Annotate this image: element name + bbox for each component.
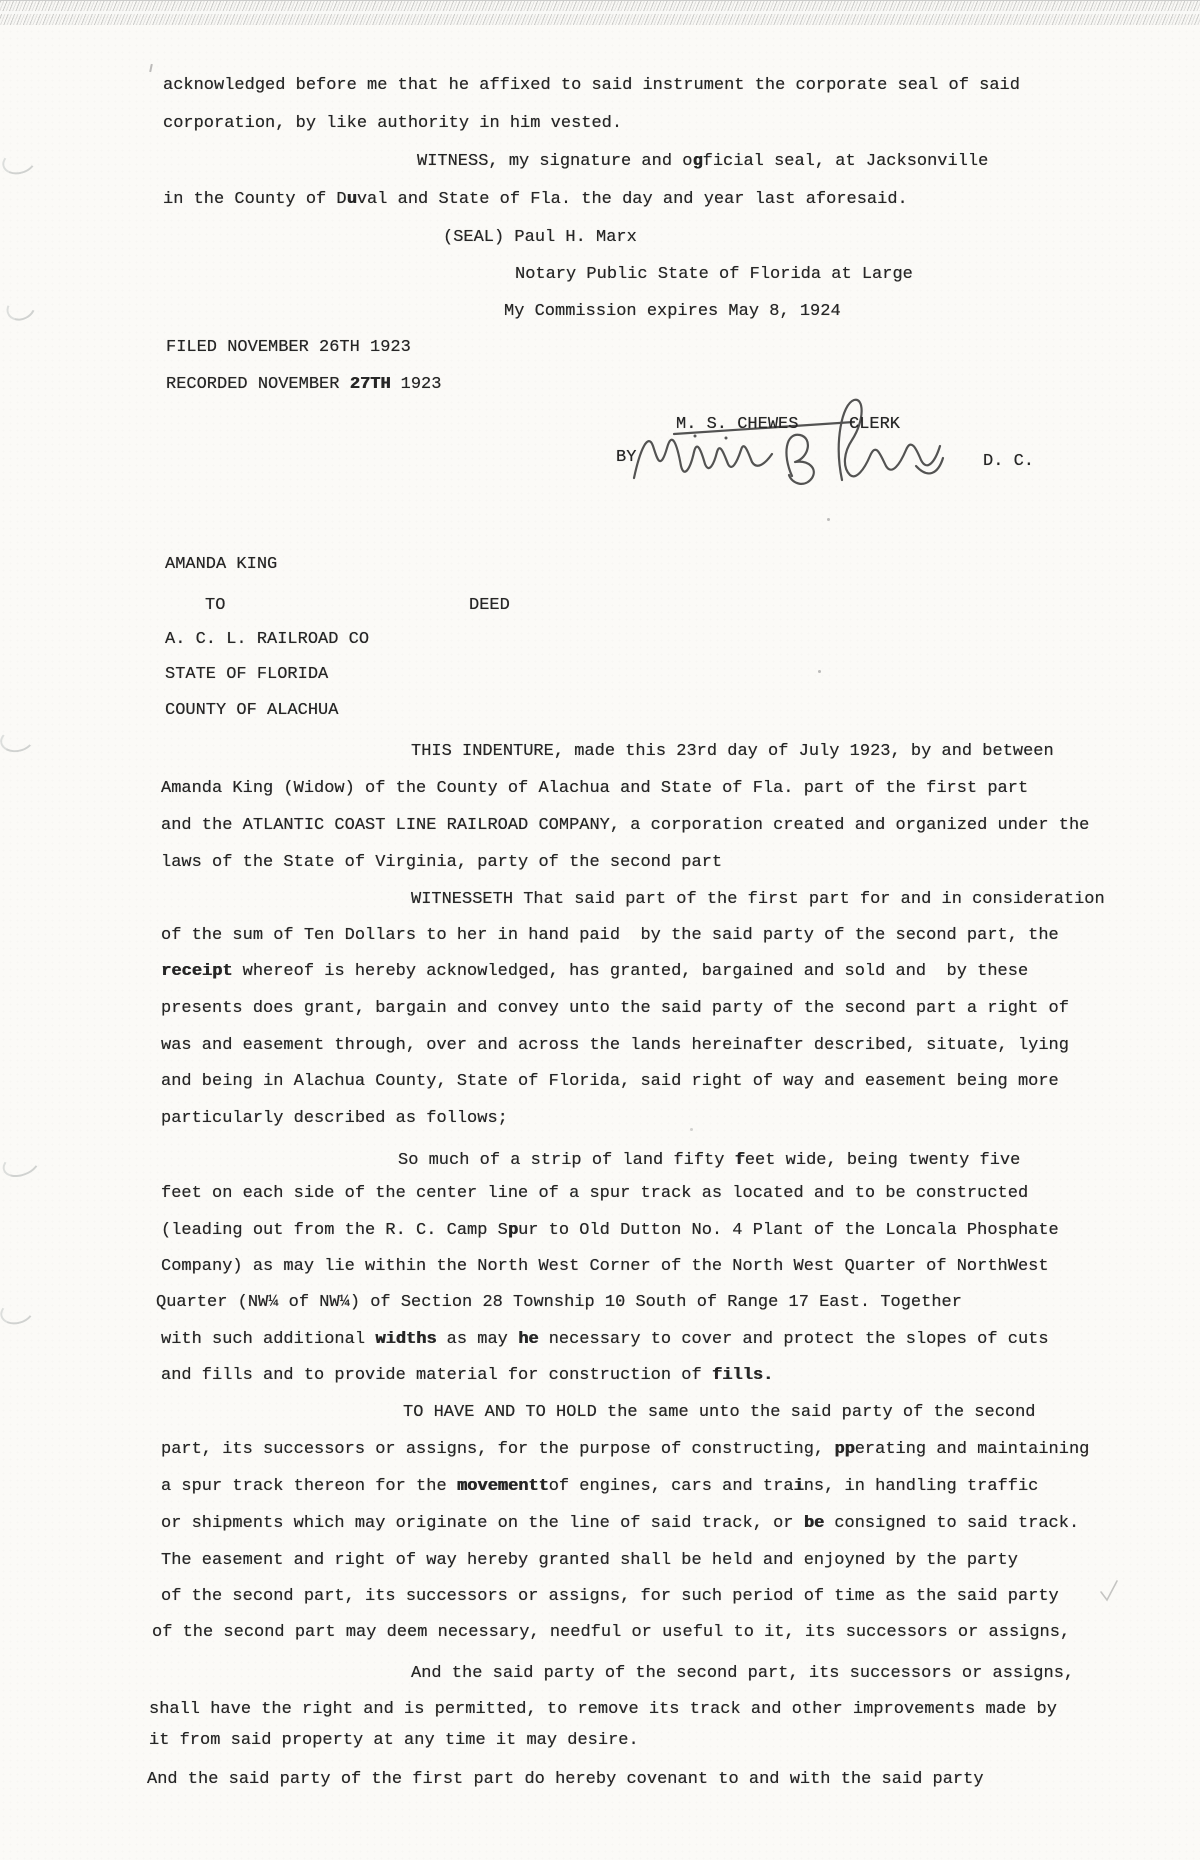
state-caption: STATE OF FLORIDA	[165, 665, 329, 684]
county-caption: COUNTY OF ALACHUA	[165, 701, 339, 720]
body-line: So much of a strip of land fifty feet wide, being twenty five	[398, 1151, 1021, 1170]
deed-type-label: DEED	[469, 596, 510, 615]
deputy-clerk-initials: D. C.	[983, 452, 1035, 471]
scan-artifact-mark	[0, 1146, 43, 1182]
witness-line-2: in the County of Duval and State of Fla. the day and year last aforesaid.	[163, 190, 908, 209]
scan-artifact-mark	[0, 1296, 37, 1328]
body-line: Quarter (NW¼ of NW¼) of Section 28 Township 10 South of Range 17 East. Together	[156, 1293, 962, 1312]
body-line: and fills and to provide material for construction of fills.	[161, 1366, 774, 1385]
body-line: (leading out from the R. C. Camp Spur to Old Dutton No. 4 Plant of the Loncala Phosphate	[161, 1221, 1059, 1240]
body-line: laws of the State of Virginia, party of the second part	[161, 853, 723, 872]
body-line: and the ATLANTIC COAST LINE RAILROAD COMPANY, a corporation created and organized under the	[161, 816, 1090, 835]
body-line: a spur track thereon for the movementtof engines, cars and trains, in handling traffic	[161, 1477, 1039, 1496]
notary-ack-line-1: acknowledged before me that he affixed to said instrument the corporate seal of said	[163, 76, 1020, 95]
body-line: part, its successors or assigns, for the purpose of constructing, pperating and maintaining	[161, 1440, 1090, 1459]
body-line: was and easement through, over and across the lands hereinafter described, situate, lying	[161, 1036, 1069, 1055]
body-line: of the sum of Ten Dollars to her in hand paid by the said party of the second part, the	[161, 926, 1059, 945]
body-line: with such additional widths as may he necessary to cover and protect the slopes of cuts	[161, 1330, 1049, 1349]
clerk-name: M. S. CHEWES	[676, 415, 799, 434]
witness-line: WITNESS, my signature and ogficial seal, at Jacksonville	[417, 152, 989, 171]
body-line: receipt whereof is hereby acknowledged, has granted, bargained and sold and by these	[161, 962, 1029, 981]
body-line: of the second part, its successors or assigns, for such period of time as the said party	[161, 1587, 1059, 1606]
handwritten-signature	[556, 382, 1076, 494]
body-line: or shipments which may originate on the line of said track, or be consigned to said track.	[161, 1514, 1080, 1533]
scan-artifact-mark	[0, 725, 36, 755]
body-line: TO HAVE AND TO HOLD the same unto the said party of the second	[403, 1403, 1036, 1422]
seal-notary-name: (SEAL) Paul H. Marx	[443, 228, 637, 247]
grantee-name: A. C. L. RAILROAD CO	[165, 630, 370, 649]
to-label: TO	[205, 596, 226, 615]
commission-expiry: My Commission expires May 8, 1924	[504, 302, 841, 321]
body-line: And the said party of the first part do hereby covenant to and with the said party	[147, 1770, 984, 1789]
stray-pen-mark	[1098, 1578, 1120, 1604]
body-line: Amanda King (Widow) of the County of Alachua and State of Fla. part of the first part	[161, 779, 1029, 798]
recorded-stamp: RECORDED NOVEMBER 27TH 1923	[166, 375, 442, 394]
notary-ack-line-2: corporation, by like authority in him vested.	[163, 114, 623, 133]
stray-ink-mark	[690, 1128, 693, 1131]
scan-artifact-mark	[2, 291, 39, 325]
by-label: BY	[616, 448, 637, 467]
body-line: particularly described as follows;	[161, 1109, 508, 1128]
body-line: and being in Alachua County, State of Florida, said right of way and easement being more	[161, 1072, 1059, 1091]
grantor-name: AMANDA KING	[165, 555, 278, 574]
stray-ink-mark	[149, 64, 153, 72]
body-line: The easement and right of way hereby granted shall be held and enjoyned by the party	[161, 1551, 1018, 1570]
body-line: Company) as may lie within the North West Corner of the North West Quarter of NorthWest	[161, 1257, 1049, 1276]
clerk-title: CLERK	[849, 415, 901, 434]
body-line: presents does grant, bargain and convey unto the said party of the second part a right of	[161, 999, 1069, 1018]
body-line: THIS INDENTURE, made this 23rd day of July 1923, by and between	[411, 742, 1054, 761]
scan-noise-band	[0, 0, 1200, 25]
body-line: And the said party of the second part, its successors or assigns,	[411, 1664, 1075, 1683]
stray-ink-mark	[827, 518, 830, 521]
body-line: WITNESSETH That said part of the first part for and in consideration	[411, 890, 1105, 909]
body-line: it from said property at any time it may desire.	[149, 1731, 639, 1750]
filed-stamp: FILED NOVEMBER 26TH 1923	[166, 338, 411, 357]
body-line: of the second part may deem necessary, needful or useful to it, its successors or assigns,	[152, 1623, 1071, 1642]
body-line: feet on each side of the center line of a spur track as located and to be constructed	[161, 1184, 1029, 1203]
notary-title: Notary Public State of Florida at Large	[515, 265, 913, 284]
stray-ink-mark	[818, 670, 821, 673]
scan-artifact-mark	[0, 146, 39, 178]
body-line: shall have the right and is permitted, to remove its track and other improvements made by	[149, 1700, 1057, 1719]
